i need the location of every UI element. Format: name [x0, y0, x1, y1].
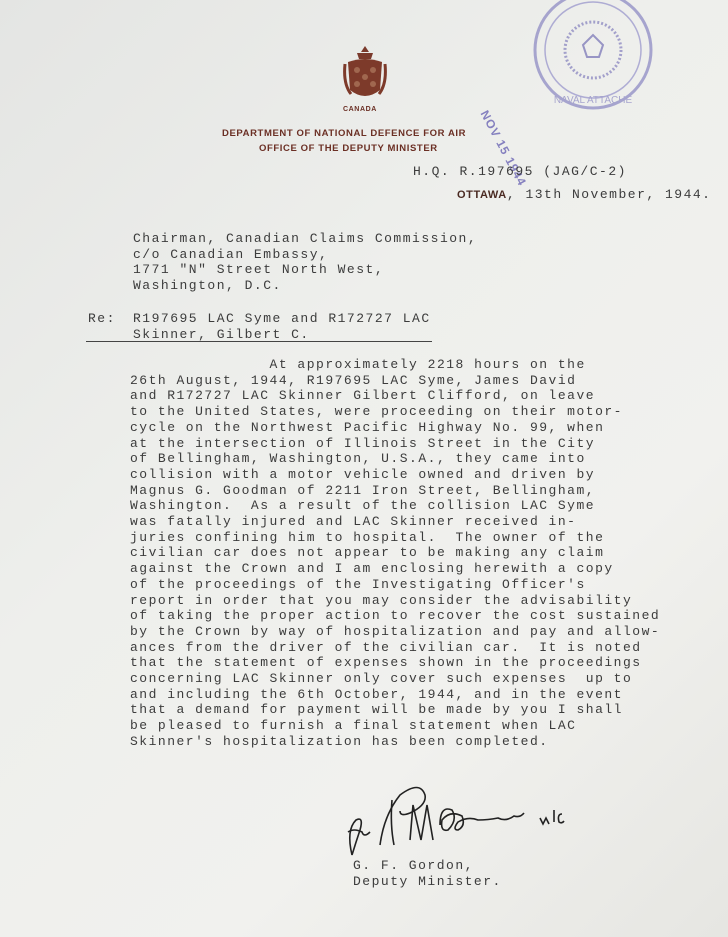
- dateline-sep: ,: [506, 187, 526, 202]
- body-line: of Bellingham, Washington, U.S.A., they came into: [130, 451, 586, 467]
- subject-line: Skinner, Gilbert C.: [133, 326, 310, 342]
- body-line: ances from the driver of the civilian car. It is noted: [130, 639, 642, 655]
- subject-underline: [86, 341, 432, 342]
- addressee-block: [133, 231, 553, 295]
- body-line: that the statement of expenses shown in the proceedings: [130, 655, 642, 671]
- body-line: and including the 6th October, 1944, and in the event: [130, 686, 623, 702]
- received-date-stamp: NOV 15 1944: [477, 108, 530, 189]
- subject-line: R197695 LAC Syme and R172727 LAC: [133, 311, 431, 326]
- body-line: collision with a motor vehicle owned and driven by: [130, 466, 596, 482]
- coat-of-arms-logo: [342, 44, 388, 104]
- naval-attache-seal: [528, 0, 658, 115]
- body-line: cycle on the Northwest Pacific Highway No. 99, when: [130, 419, 605, 435]
- body-line: of taking the proper action to recover the cost sustained: [130, 608, 661, 624]
- subject-label: Re:: [88, 311, 116, 326]
- body-line: Washington. As a result of the collision LAC Syme: [130, 498, 596, 514]
- body-line: Magnus G. Goodman of 2211 Iron Street, Bellingham,: [130, 482, 596, 498]
- body-line: and R172727 LAC Skinner Gilbert Clifford, on leave: [130, 388, 596, 404]
- body-line: against the Crown and I am enclosing herewith a copy: [130, 561, 614, 577]
- body-line: civilian car does not appear to be making any claim: [130, 545, 605, 561]
- dateline: [457, 185, 711, 203]
- body-line: at the intersection of Illinois Street in the City: [130, 435, 596, 451]
- body-line: Skinner's hospitalization has been completed.: [130, 733, 549, 749]
- handwritten-signature: [340, 780, 590, 860]
- country-label: CANADA: [343, 106, 377, 113]
- department-heading: DEPARTMENT OF NATIONAL DEFENCE FOR AIR: [222, 128, 467, 139]
- body-line: by the Crown by way of hospitalization and pay and allow-: [130, 623, 661, 639]
- dateline-date: 13th November, 1944.: [525, 187, 712, 202]
- addressee-line: 1771 "N" Street North West,: [133, 262, 385, 277]
- body-line: that a demand for payment will be made by you I shall: [130, 702, 623, 718]
- addressee-line: Washington, D.C.: [133, 277, 282, 293]
- body-line: report in order that you may consider the advisability: [130, 592, 633, 608]
- dateline-city: OTTAWA: [457, 189, 507, 201]
- subject-block: [133, 311, 433, 343]
- body-line: 26th August, 1944, R197695 LAC Syme, James David: [130, 372, 577, 388]
- body-line: to the United States, were proceeding on their motor-: [130, 404, 623, 420]
- reference-number: H.Q. R.197695 (JAG/C-2): [413, 164, 627, 179]
- office-heading: OFFICE OF THE DEPUTY MINISTER: [259, 143, 438, 154]
- body-line: At approximately 2218 hours on the: [130, 357, 586, 372]
- signatory-name: G. F. Gordon,: [353, 858, 474, 873]
- addressee-line: Chairman, Canadian Claims Commission,: [133, 231, 478, 246]
- body-line: was fatally injured and LAC Skinner received in-: [130, 514, 577, 529]
- signatory-title: Deputy Minister.: [353, 874, 502, 889]
- body-line: concerning LAC Skinner only cover such expenses up to: [130, 671, 633, 686]
- body-line: juries confining him to hospital. The owner of the: [130, 529, 605, 545]
- seal-text: NAVAL ATTACHE: [553, 95, 633, 106]
- body-line: be pleased to furnish a final statement when LAC: [130, 718, 577, 734]
- letter-body: [130, 357, 690, 757]
- body-line: of the proceedings of the Investigating Officer's: [130, 576, 586, 592]
- addressee-line: c/o Canadian Embassy,: [133, 246, 329, 262]
